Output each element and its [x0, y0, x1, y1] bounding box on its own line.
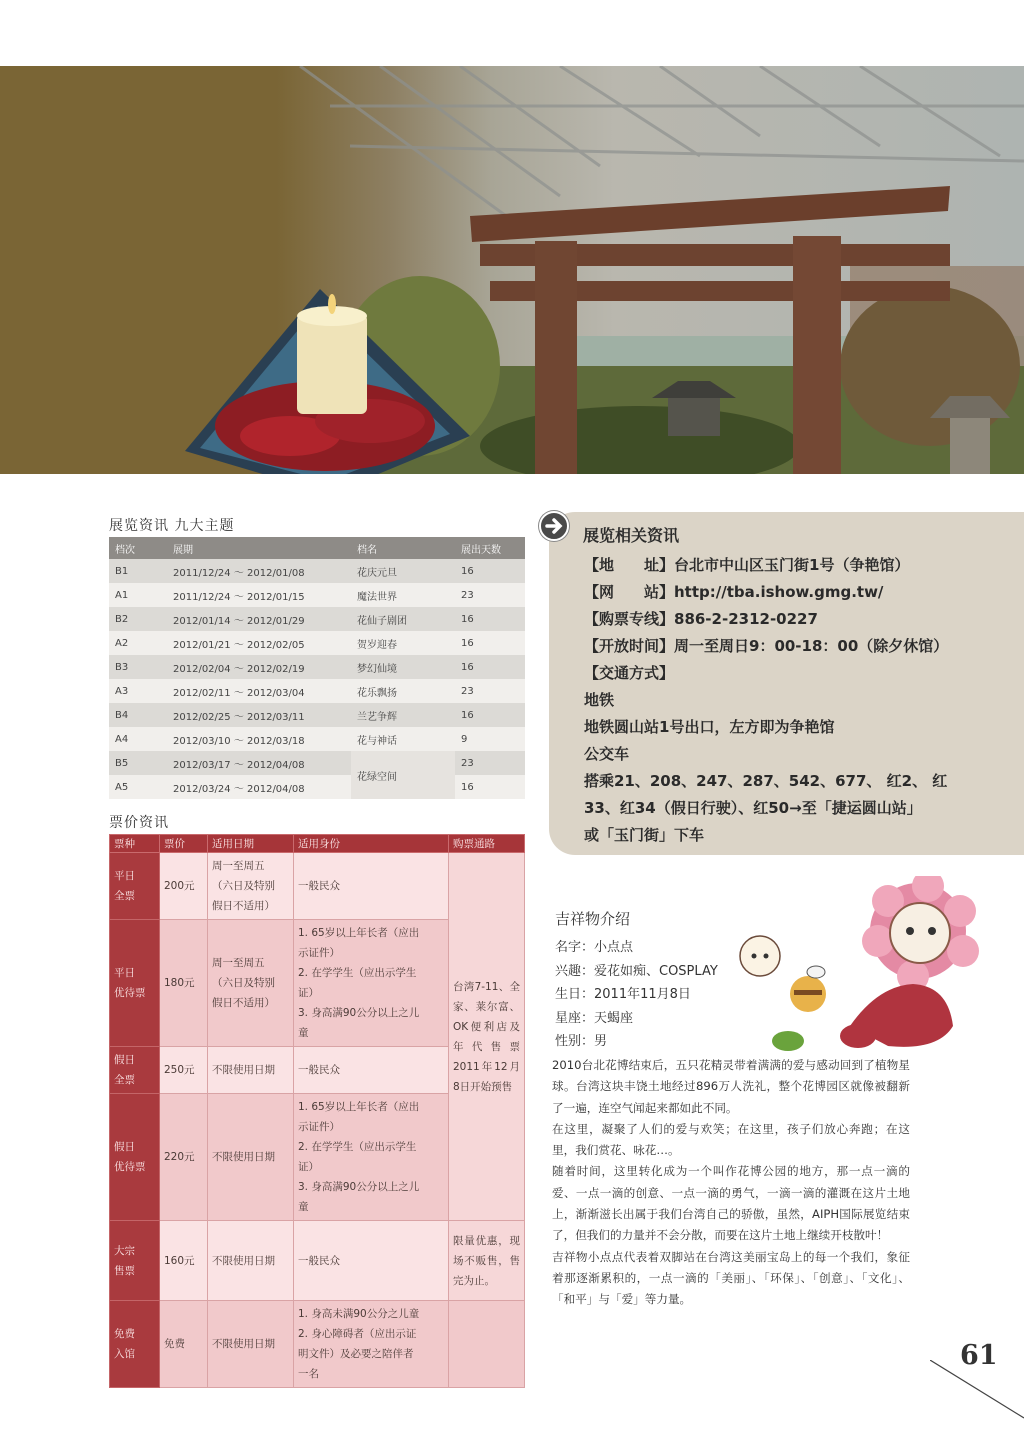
corner-divider	[930, 1360, 1024, 1420]
row-period: 2012/03/10 ～ 2012/03/18	[167, 727, 351, 751]
table-row	[109, 559, 525, 583]
seed-buddy-icon	[740, 936, 780, 976]
row-period: 2011/12/24 ～ 2012/01/08	[167, 559, 351, 583]
row-days: 16	[455, 607, 525, 631]
row-period: 2012/01/21 ～ 2012/02/05	[167, 631, 351, 655]
row-code: B4	[109, 703, 167, 727]
table-row	[109, 607, 525, 631]
schedule-table	[109, 537, 525, 799]
row-name: 花乐飘扬	[351, 679, 455, 703]
row-code: B5	[109, 751, 167, 775]
table-row	[109, 775, 525, 799]
arrow-right-icon	[539, 511, 569, 541]
row-period: 2012/02/04 ～ 2012/02/19	[167, 655, 351, 679]
table-row	[110, 853, 525, 920]
ticket-who: 1. 65岁以上年长者（应出 示证件） 2. 在学学生（应出示学生 证） 3. 身高满90公分以上之儿 童	[294, 1094, 449, 1221]
flower-mascot-icon	[840, 876, 979, 1048]
page-number: 61	[960, 1340, 998, 1371]
table-row	[109, 583, 525, 607]
ticket-price: 180元	[160, 920, 208, 1047]
row-period: 2012/02/25 ～ 2012/03/11	[167, 703, 351, 727]
mascot-gender: 性别：男	[555, 1034, 608, 1049]
ticket-price: 160元	[160, 1221, 208, 1301]
row-period: 2011/12/24 ～ 2012/01/15	[167, 583, 351, 607]
ticket-kind: 免费 入馆	[110, 1301, 160, 1388]
mascot-story	[552, 1055, 910, 1311]
mascot-birthday: 生日：2011年11月8日	[555, 987, 691, 1002]
ticket-price: 200元	[160, 853, 208, 920]
story-paragraph: 吉祥物小点点代表着双脚站在台湾这美丽宝岛上的每一个我们，象征着那逐渐累积的，一点一滴的「美丽」、「环保」、「创意」、「文化」、「和平」与「爱」等力量。	[552, 1249, 910, 1307]
row-days: 23	[455, 751, 525, 775]
ticket-price: 免费	[160, 1301, 208, 1388]
info-metro-label: 地铁	[584, 691, 615, 709]
row-days: 9	[455, 727, 525, 751]
header-days: 展出天数	[455, 537, 525, 559]
row-period: 2012/03/17 ～ 2012/04/08	[167, 751, 351, 775]
row-period: 2012/01/14 ～ 2012/01/29	[167, 607, 351, 631]
row-code: A3	[109, 679, 167, 703]
row-code: B3	[109, 655, 167, 679]
info-metro: 地铁圆山站1号出口，左方即为争艳馆	[584, 718, 835, 736]
mascot-hobby: 兴趣：爱花如痴、COSPLAY	[555, 963, 718, 979]
ticket-kind: 平日 全票	[110, 853, 160, 920]
row-name: 兰艺争辉	[351, 703, 455, 727]
ticket-kind: 假日 优待票	[110, 1094, 160, 1221]
row-code: B1	[109, 559, 167, 583]
ticket-channel-empty	[449, 1301, 525, 1388]
table-row	[110, 1301, 525, 1388]
info-hotline: 【购票专线】886-2-2312-0227	[584, 610, 818, 628]
info-bus-3: 或「玉门街」下车	[584, 826, 705, 844]
ticket-kind: 大宗 售票	[110, 1221, 160, 1301]
ticket-who: 1. 身高未满90公分之儿童 2. 身心障碍者（应出示证 明文件）及必要之陪伴者 一名	[294, 1301, 449, 1388]
row-name: 梦幻仙境	[351, 655, 455, 679]
ticket-date: 周一至周五 （六日及特别 假日不适用）	[208, 920, 294, 1047]
row-days: 23	[455, 583, 525, 607]
header-price: 票价	[160, 835, 208, 853]
ticket-kind: 假日 全票	[110, 1047, 160, 1094]
table-row	[110, 1221, 525, 1301]
row-code: A5	[109, 775, 167, 799]
row-code: A4	[109, 727, 167, 751]
header-code: 档次	[109, 537, 167, 559]
header-who: 适用身份	[294, 835, 449, 853]
row-days: 16	[455, 703, 525, 727]
row-name: 花仙子剧团	[351, 607, 455, 631]
ticket-date: 不限使用日期	[208, 1301, 294, 1388]
ticket-date: 周一至周五 （六日及特别 假日不适用）	[208, 853, 294, 920]
ticket-header-row	[110, 835, 525, 853]
row-days: 16	[455, 631, 525, 655]
story-paragraph: 随着时间，这里转化成为一个叫作花博公园的地方，那一点一滴的爱、一点一滴的创意、一点一滴的勇气，一滴一滴的灌溉在这片土地上，渐渐滋长出属于我们台湾自己的骄傲，虽然，AIPH国际展览结束了，但我们的力量并不会分散，而要在这片土地上继续开枝散叶！	[552, 1164, 910, 1243]
ticket-date: 不限使用日期	[208, 1047, 294, 1094]
table-row	[109, 727, 525, 751]
table-row	[109, 655, 525, 679]
ticket-who: 1. 65岁以上年长者（应出 示证件） 2. 在学学生（应出示学生 证） 3. 身高满90公分以上之儿 童	[294, 920, 449, 1047]
row-name: 花庆元旦	[351, 559, 455, 583]
mascot-illustration	[738, 876, 988, 1056]
table-row	[109, 703, 525, 727]
row-days: 16	[455, 559, 525, 583]
row-days: 16	[455, 775, 525, 799]
info-transport: 【交通方式】	[584, 664, 675, 682]
row-name: 魔法世界	[351, 583, 455, 607]
row-code: B2	[109, 607, 167, 631]
torii-gate-photo	[0, 66, 1024, 474]
ticket-who: 一般民众	[294, 1047, 449, 1094]
story-paragraph: 2010台北花博结束后，五只花精灵带着满满的爱与感动回到了植物星球。台湾这块丰饶土地经过896万人洗礼，整个花博园区就像被翻新了一遍，连空气闻起来都如此不同。	[552, 1058, 910, 1115]
table-row	[109, 631, 525, 655]
info-hours: 【开放时间】周一至周日9：00-18：00（除夕休馆）	[584, 637, 949, 655]
ticket-price: 250元	[160, 1047, 208, 1094]
row-days: 23	[455, 679, 525, 703]
info-bus-2: 33、红34（假日行驶）、红50→至「捷运圆山站」	[584, 799, 922, 817]
ticket-date: 不限使用日期	[208, 1094, 294, 1221]
info-bus-label: 公交车	[584, 745, 630, 763]
header-name: 档名	[351, 537, 455, 559]
ticket-table	[109, 834, 525, 1388]
info-lines	[584, 552, 984, 849]
schedule-title: 展览资讯 九大主题	[109, 518, 235, 534]
mascot-name: 名字：小点点	[555, 940, 634, 955]
mascot-title: 吉祥物介绍	[555, 910, 631, 928]
info-bus-1: 搭乘21、208、247、287、542、677、 红2、 红	[584, 772, 948, 790]
row-code: A2	[109, 631, 167, 655]
row-period: 2012/02/11 ～ 2012/03/04	[167, 679, 351, 703]
story-paragraph: 在这里，凝聚了人们的爱与欢笑；在这里，孩子们放心奔跑；在这里，我们赏花、咏花…。	[552, 1121, 910, 1158]
ticket-channel-main: 台湾7-11、全家、莱尔富、OK便利店及年代售票2011年12月8日开始预售	[449, 853, 525, 1221]
info-website[interactable]: 【网 站】http://tba.ishow.gmg.tw/	[584, 583, 884, 601]
row-name: 贺岁迎春	[351, 631, 455, 655]
ticket-kind: 平日 优待票	[110, 920, 160, 1047]
info-address: 【地 址】台北市中山区玉门街1号（争艳馆）	[584, 556, 910, 574]
schedule-header-row	[109, 537, 525, 559]
row-code: A1	[109, 583, 167, 607]
hero-photo	[0, 66, 1024, 474]
info-title: 展览相关资讯	[583, 526, 680, 545]
table-row	[109, 751, 525, 775]
mascot-zodiac: 星座：天蝎座	[555, 1010, 634, 1026]
table-row	[109, 679, 525, 703]
ticket-channel-bulk: 限量优惠，现场不贩售，售完为止。	[449, 1221, 525, 1301]
header-date: 适用日期	[208, 835, 294, 853]
header-period: 展期	[167, 537, 351, 559]
ticket-who: 一般民众	[294, 1221, 449, 1301]
row-name: 花绿空间	[351, 751, 455, 799]
ticket-date: 不限使用日期	[208, 1221, 294, 1301]
mascot-facts	[555, 936, 718, 1054]
ticket-who: 一般民众	[294, 853, 449, 920]
bee-icon	[790, 966, 826, 1012]
ticket-price: 220元	[160, 1094, 208, 1221]
header-channel: 购票通路	[449, 835, 525, 853]
header-kind: 票种	[110, 835, 160, 853]
row-days: 16	[455, 655, 525, 679]
row-period: 2012/03/24 ～ 2012/04/08	[167, 775, 351, 799]
ticket-title: 票价资讯	[109, 815, 169, 831]
row-name: 花与神话	[351, 727, 455, 751]
